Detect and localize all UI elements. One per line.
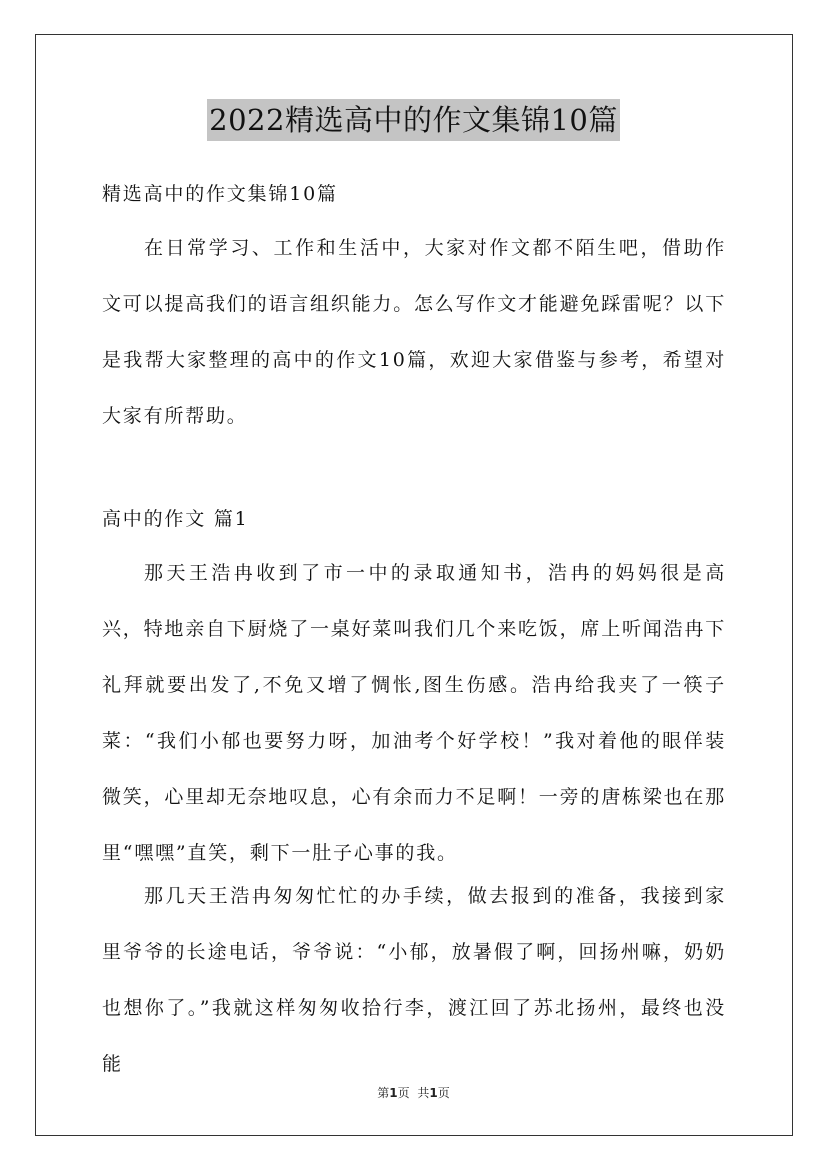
document-title: 2022精选高中的作文集锦10篇 <box>207 99 620 141</box>
page-number: 1 <box>389 1086 398 1100</box>
total-pages: 1 <box>429 1086 438 1100</box>
page-suffix: 页 <box>397 1086 410 1100</box>
page-footer <box>0 1084 827 1101</box>
page-prefix: 第 <box>377 1086 390 1100</box>
total-prefix: 共 <box>417 1086 430 1100</box>
body-paragraph-1: 那天王浩冉收到了市一中的录取通知书，浩冉的妈妈很是高兴，特地亲自下厨烧了一桌好菜叫我们几个来吃饭，席上听闻浩冉下礼拜就要出发了,不免又增了惆怅,图生伤感。浩冉给我夹了一筷子菜：“我们小郁也要努力呀，加油考个好学校！”我对着他的眼佯装微笑，心里却无奈地叹息，心有余而力不足啊！一旁的唐栋梁也在那里“嘿嘿”直笑，剩下一肚子心事的我。 <box>102 562 727 864</box>
total-suffix: 页 <box>437 1086 450 1100</box>
intro-paragraph: 在日常学习、工作和生活中，大家对作文都不陌生吧，借助作文可以提高我们的语言组织能力。怎么写作文才能避免踩雷呢？以下是我帮大家整理的高中的作文10篇，欢迎大家借鉴与参考，希望对大家有所帮助。 <box>102 237 727 427</box>
title-container <box>0 99 827 141</box>
document-subtitle: 精选高中的作文集锦10篇 <box>102 183 338 205</box>
section-heading: 高中的作文 篇1 <box>102 508 249 530</box>
body-paragraph-2: 那几天王浩冉匆匆忙忙的办手续，做去报到的准备，我接到家里爷爷的长途电话，爷爷说：“小郁，放暑假了啊，回扬州嘛，奶奶也想你了。”我就这样匆匆收拾行李，渡江回了苏北扬州，最终也没能 <box>102 885 726 1075</box>
